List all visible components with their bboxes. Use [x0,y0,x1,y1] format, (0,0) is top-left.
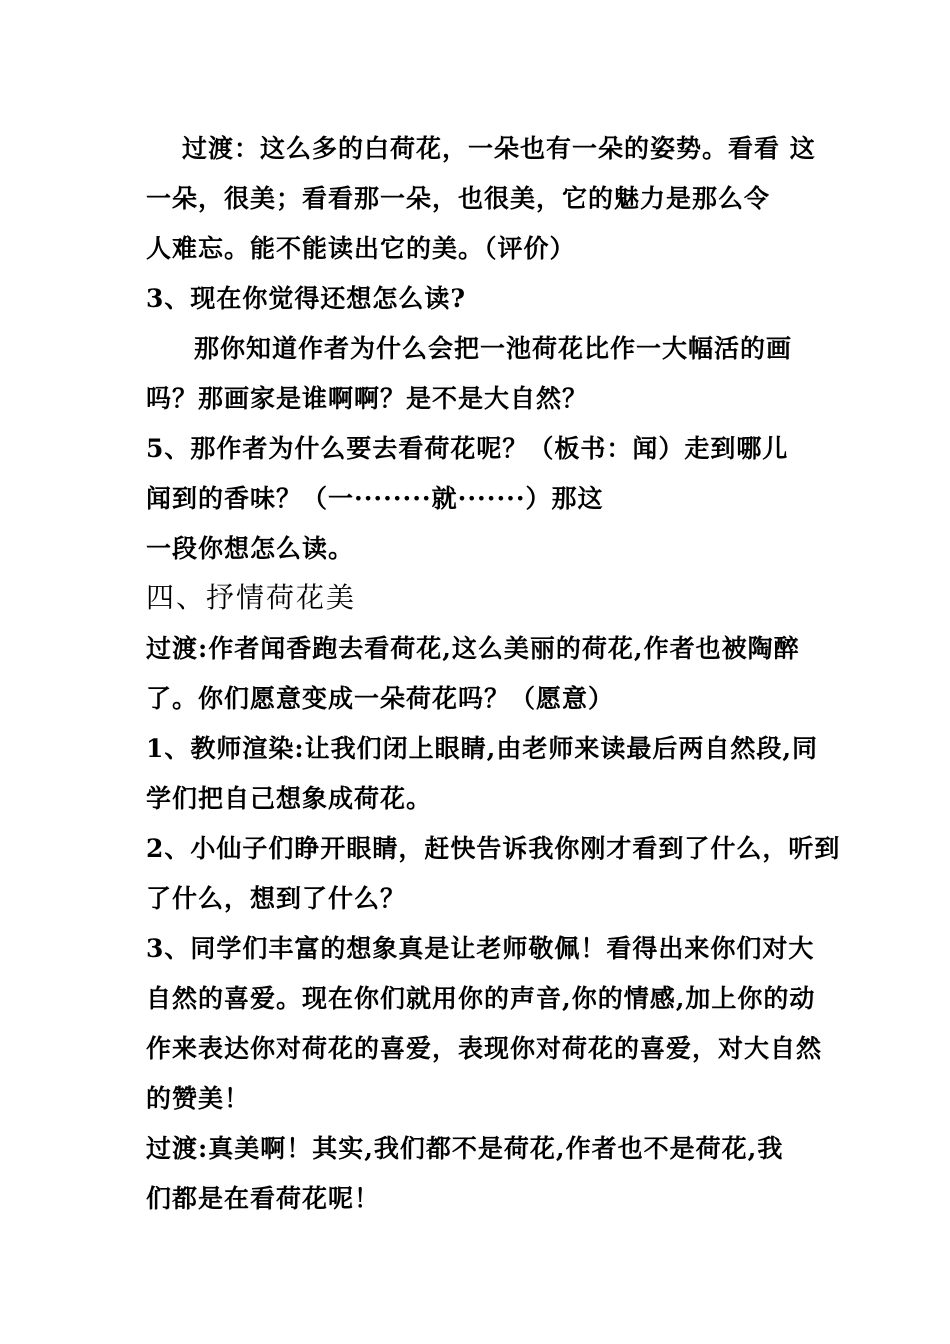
item-3-line-3: 作来表达你对荷花的喜爱，表现你对荷花的喜爱，对大自然 [146,1034,823,1063]
paragraph-painting-line-1: 那你知道作者为什么会把一池荷花比作一大幅活的画 [194,334,793,363]
item-1-line-2: 学们把自己想象成荷花。 [146,784,433,813]
paragraph-transition-line-1: 过渡：这么多的白荷花，一朵也有一朵的姿势。看看 这 [182,134,816,163]
item-3-line-2: 自然的喜爱。现在你们就用你的声音,你的情感,加上你的动 [146,984,816,1013]
item-1-line-1: 1、教师渲染:让我们闭上眼睛,由老师来读最后两自然段,同 [146,734,819,763]
section-heading-4: 四、抒情荷花美 [146,581,357,614]
item-3-question: 3、现在你觉得还想怎么读? [146,284,467,313]
item-3-line-1: 3、同学们丰富的想象真是让老师敬佩！看得出来你们对大 [146,934,815,963]
item-3-line-4: 的赞美！ [146,1084,251,1113]
paragraph-transition-line-3: 人难忘。能不能读出它的美。（评价） [146,234,576,263]
paragraph-transition2-line-1: 过渡:作者闻香跑去看荷花,这么美丽的荷花,作者也被陶醉 [146,634,800,663]
item-2-line-1: 2、小仙子们睁开眼睛，赶快告诉我你刚才看到了什么，听到 [146,834,841,863]
item-2-line-2: 了什么，想到了什么？ [146,884,407,913]
paragraph-transition3-line-2: 们都是在看荷花呢！ [146,1184,381,1213]
paragraph-transition-line-2: 一朵，很美；看看那一朵，也很美，它的魅力是那么令 [146,184,771,213]
paragraph-transition2-line-2: 了。你们愿意变成一朵荷花吗？（愿意） [146,684,615,713]
paragraph-transition3-line-1: 过渡:真美啊！其实,我们都不是荷花,作者也不是荷花,我 [146,1134,784,1163]
item-5-line-1: 5、那作者为什么要去看荷花呢？（板书：闻）走到哪儿 [146,434,789,463]
item-5-line-2: 闻到的香味？（一········就·······）那这 [146,484,604,513]
item-5-line-3: 一段你想怎么读。 [146,534,355,563]
paragraph-painting-line-2: 吗？那画家是谁啊啊？是不是大自然？ [146,384,589,413]
